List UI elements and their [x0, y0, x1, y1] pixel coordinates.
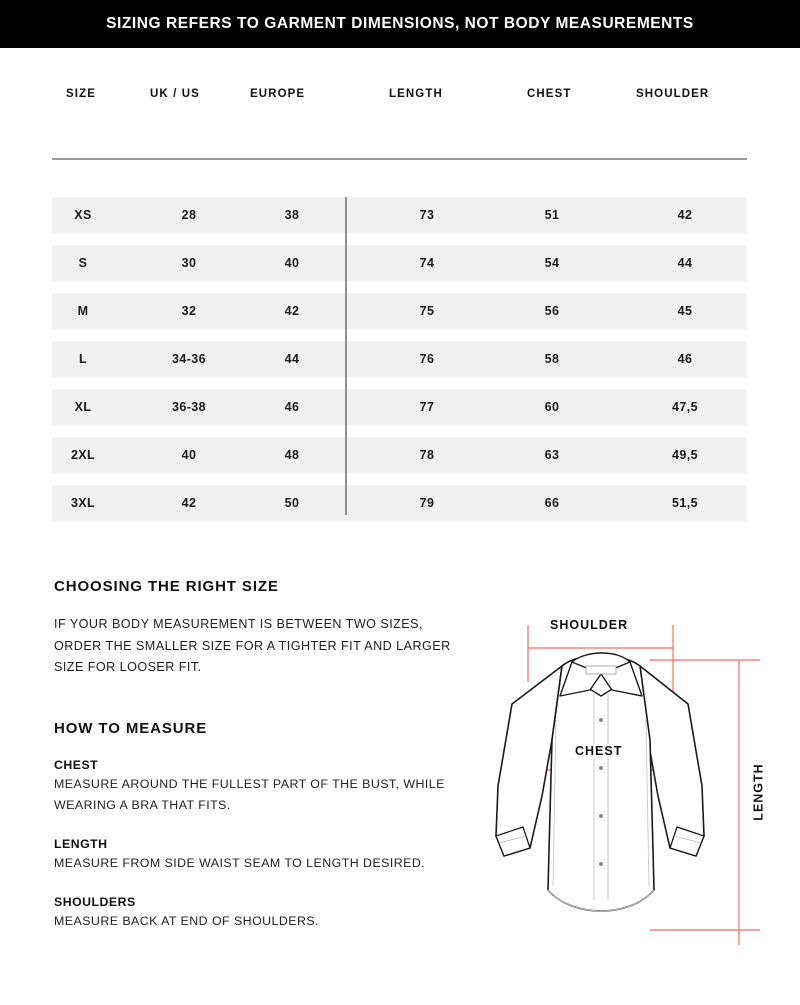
measure-block-length: [54, 837, 464, 874]
table-row: [52, 485, 747, 521]
cell-chest: 63: [544, 448, 560, 462]
cell-uk-us: 28: [181, 208, 197, 222]
cell-length: 77: [419, 400, 435, 414]
cell-uk-us: 40: [181, 448, 197, 462]
table-row: [52, 341, 747, 377]
measure-text-shoulders: MEASURE BACK AT END OF SHOULDERS.: [54, 913, 320, 928]
cell-shoulder: 45: [677, 304, 693, 318]
table-row: [52, 437, 747, 473]
cell-length: 73: [419, 208, 435, 222]
collar-label: [586, 666, 616, 674]
cell-size: 2XL: [70, 448, 96, 462]
cell-chest: 56: [544, 304, 560, 318]
cell-europe: 44: [284, 352, 300, 366]
sizing-guide: [54, 578, 464, 932]
dimension-label-shoulder: SHOULDER: [545, 618, 633, 632]
cell-shoulder: 49,5: [672, 448, 698, 462]
cell-uk-us: 32: [181, 304, 197, 318]
measure-text-chest: MEASURE AROUND THE FULLEST PART OF THE BUST, WHILE WEARING A BRA THAT FITS.: [54, 776, 445, 812]
table-row: [52, 389, 747, 425]
cell-chest: 60: [544, 400, 560, 414]
cell-length: 74: [419, 256, 435, 270]
cell-shoulder: 46: [677, 352, 693, 366]
cell-europe: 38: [284, 208, 300, 222]
column-header-length: LENGTH: [389, 88, 443, 100]
column-header-shoulder: SHOULDER: [636, 88, 710, 100]
column-header-chest: CHEST: [527, 88, 572, 100]
header-banner: [0, 0, 800, 48]
measure-label-chest: CHEST: [54, 757, 99, 772]
cell-shoulder: 44: [677, 256, 693, 270]
cell-chest: 51: [544, 208, 560, 222]
cell-chest: 66: [544, 496, 560, 510]
cell-uk-us: 34-36: [172, 352, 206, 366]
column-header-size: SIZE: [66, 88, 96, 100]
size-table: [52, 88, 747, 118]
cell-size: XL: [74, 400, 92, 414]
cell-size: 3XL: [70, 496, 96, 510]
cell-size: M: [77, 304, 89, 318]
cell-chest: 54: [544, 256, 560, 270]
cell-length: 79: [419, 496, 435, 510]
measure-block-chest: [54, 758, 464, 816]
choosing-size-title: CHOOSING THE RIGHT SIZE: [54, 578, 279, 595]
how-to-measure-title: HOW TO MEASURE: [54, 719, 208, 737]
cell-shoulder: 42: [677, 208, 693, 222]
header-divider: [52, 158, 747, 160]
cell-europe: 40: [284, 256, 300, 270]
measure-block-shoulders: [54, 895, 464, 932]
table-row: [52, 245, 747, 281]
cell-size: L: [78, 352, 88, 366]
cell-length: 78: [419, 448, 435, 462]
cell-chest: 58: [544, 352, 560, 366]
column-header-uk-us: UK / US: [150, 88, 200, 100]
table-body: [52, 197, 747, 533]
cell-uk-us: 42: [181, 496, 197, 510]
table-header-row: [52, 88, 747, 118]
measure-label-length: LENGTH: [54, 836, 108, 851]
table-row: [52, 293, 747, 329]
measure-text-length: MEASURE FROM SIDE WAIST SEAM TO LENGTH DESIRED.: [54, 855, 426, 870]
page-title: SIZING REFERS TO GARMENT DIMENSIONS, NOT BODY MEASUREMENTS: [106, 15, 694, 32]
cell-europe: 48: [284, 448, 300, 462]
column-header-europe: EUROPE: [250, 88, 306, 100]
cell-size: XS: [74, 208, 92, 222]
cell-uk-us: 36-38: [172, 400, 206, 414]
cell-europe: 46: [284, 400, 300, 414]
table-row: [52, 197, 747, 233]
cell-shoulder: 51,5: [672, 496, 698, 510]
cell-uk-us: 30: [181, 256, 197, 270]
table-vertical-divider: [345, 197, 347, 515]
dimension-label-length: LENGTH: [752, 758, 766, 825]
cell-europe: 42: [284, 304, 300, 318]
cell-size: S: [78, 256, 88, 270]
cell-europe: 50: [284, 496, 300, 510]
measure-label-shoulders: SHOULDERS: [54, 894, 136, 909]
cell-length: 75: [419, 304, 435, 318]
dimension-label-chest: CHEST: [570, 744, 627, 758]
choosing-size-text: IF YOUR BODY MEASUREMENT IS BETWEEN TWO SIZES, ORDER THE SMALLER SIZE FOR A TIGHTER FIT AND LARGER SIZE FOR LOOSER FIT.: [54, 617, 451, 674]
shirt-measurement-diagram: [490, 600, 800, 1000]
cell-shoulder: 47,5: [672, 400, 698, 414]
cell-length: 76: [419, 352, 435, 366]
